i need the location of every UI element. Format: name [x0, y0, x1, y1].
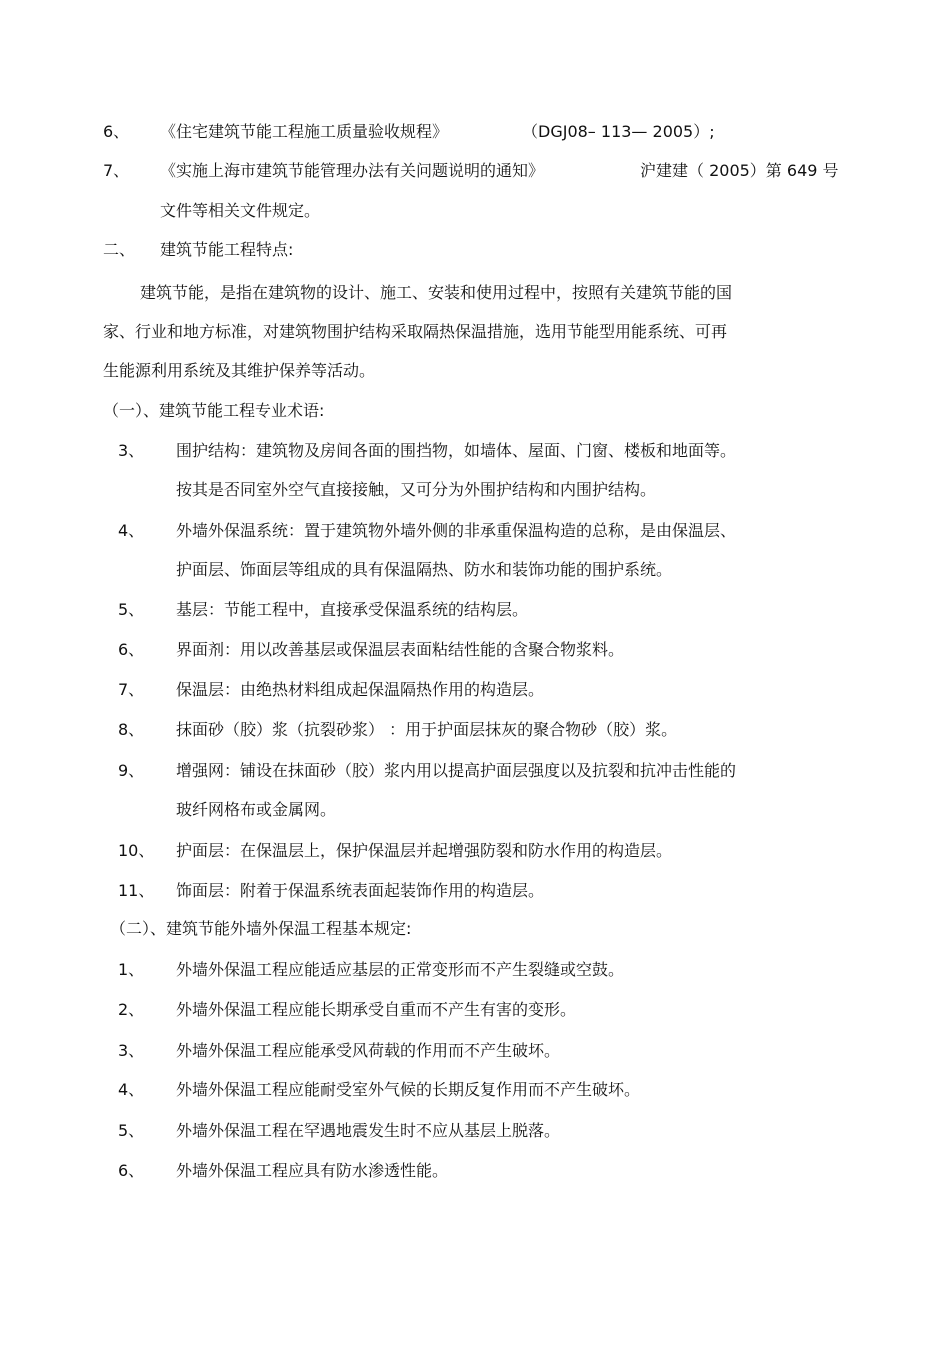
ref-number: 6、 [103, 122, 130, 141]
rule-text: 外墙外保温工程应能耐受室外气候的长期反复作用而不产生破坏。 [176, 1080, 641, 1099]
rule-text: 外墙外保温工程应能承受风荷载的作用而不产生破坏。 [176, 1041, 561, 1060]
ref-title: 《住宅建筑节能工程施工质量验收规程》 [160, 122, 449, 141]
term-text: 围护结构：建筑物及房间各面的围挡物，如墙体、屋面、门窗、楼板和地面等。 [176, 441, 737, 460]
term-number: 3、 [118, 441, 145, 460]
term-text: 保温层：由绝热材料组成起保温隔热作用的构造层。 [176, 680, 545, 699]
term-text: 饰面层：附着于保温系统表面起装饰作用的构造层。 [176, 881, 545, 900]
rule-number: 2、 [118, 1000, 145, 1019]
ref-code: 沪建建（ 2005）第 649 号 [640, 161, 839, 180]
term-text-cont: 按其是否同室外空气直接接触，又可分为外围护结构和内围护结构。 [176, 480, 657, 499]
rule-number: 6、 [118, 1161, 145, 1180]
rule-number: 3、 [118, 1041, 145, 1060]
rule-text: 外墙外保温工程在罕遇地震发生时不应从基层上脱落。 [176, 1121, 561, 1140]
rule-text: 外墙外保温工程应能适应基层的正常变形而不产生裂缝或空鼓。 [176, 960, 625, 979]
term-number: 5、 [118, 600, 145, 619]
intro-line: 建筑节能，是指在建筑物的设计、施工、安装和使用过程中，按照有关建筑节能的国 [140, 283, 733, 302]
ref-continuation: 文件等相关文件规定。 [160, 201, 321, 220]
rule-number: 4、 [118, 1080, 145, 1099]
rule-text: 外墙外保温工程应具有防水渗透性能。 [176, 1161, 449, 1180]
section-number: 二、 [103, 240, 136, 259]
term-number: 10、 [118, 841, 155, 860]
ref-title: 《实施上海市建筑节能管理办法有关问题说明的通知》 [160, 161, 545, 180]
term-text-cont: 玻纤网格布或金属网。 [176, 800, 337, 819]
term-text: 基层：节能工程中，直接承受保温系统的结构层。 [176, 600, 529, 619]
rule-number: 1、 [118, 960, 145, 979]
term-number: 7、 [118, 680, 145, 699]
section-title: 建筑节能工程特点: [160, 240, 294, 259]
subsection-heading: （二）、建筑节能外墙外保温工程基本规定: [110, 919, 412, 938]
term-text: 外墙外保温系统：置于建筑物外墙外侧的非承重保温构造的总称，是由保温层、 [176, 521, 737, 540]
term-text-cont: 护面层、饰面层等组成的具有保温隔热、防水和装饰功能的围护系统。 [176, 560, 673, 579]
term-number: 8、 [118, 720, 145, 739]
term-text: 界面剂：用以改善基层或保温层表面粘结性能的含聚合物浆料。 [176, 640, 625, 659]
term-number: 6、 [118, 640, 145, 659]
ref-code: （DGJ08– 113— 2005）; [522, 122, 715, 141]
intro-line: 家、行业和地方标准，对建筑物围护结构采取隔热保温措施，选用节能型用能系统、可再 [103, 322, 728, 341]
subsection-heading: （一）、建筑节能工程专业术语: [103, 401, 325, 420]
term-number: 11、 [118, 881, 155, 900]
intro-line: 生能源利用系统及其维护保养等活动。 [103, 361, 376, 380]
term-number: 4、 [118, 521, 145, 540]
ref-number: 7、 [103, 161, 130, 180]
rule-text: 外墙外保温工程应能长期承受自重而不产生有害的变形。 [176, 1000, 577, 1019]
term-text: 增强网：铺设在抹面砂（胶）浆内用以提高护面层强度以及抗裂和抗冲击性能的 [176, 761, 737, 780]
term-text: 抹面砂（胶）浆（抗裂砂浆） ：用于护面层抹灰的聚合物砂（胶）浆。 [176, 720, 678, 739]
term-number: 9、 [118, 761, 145, 780]
rule-number: 5、 [118, 1121, 145, 1140]
term-text: 护面层：在保温层上，保护保温层并起增强防裂和防水作用的构造层。 [176, 841, 673, 860]
